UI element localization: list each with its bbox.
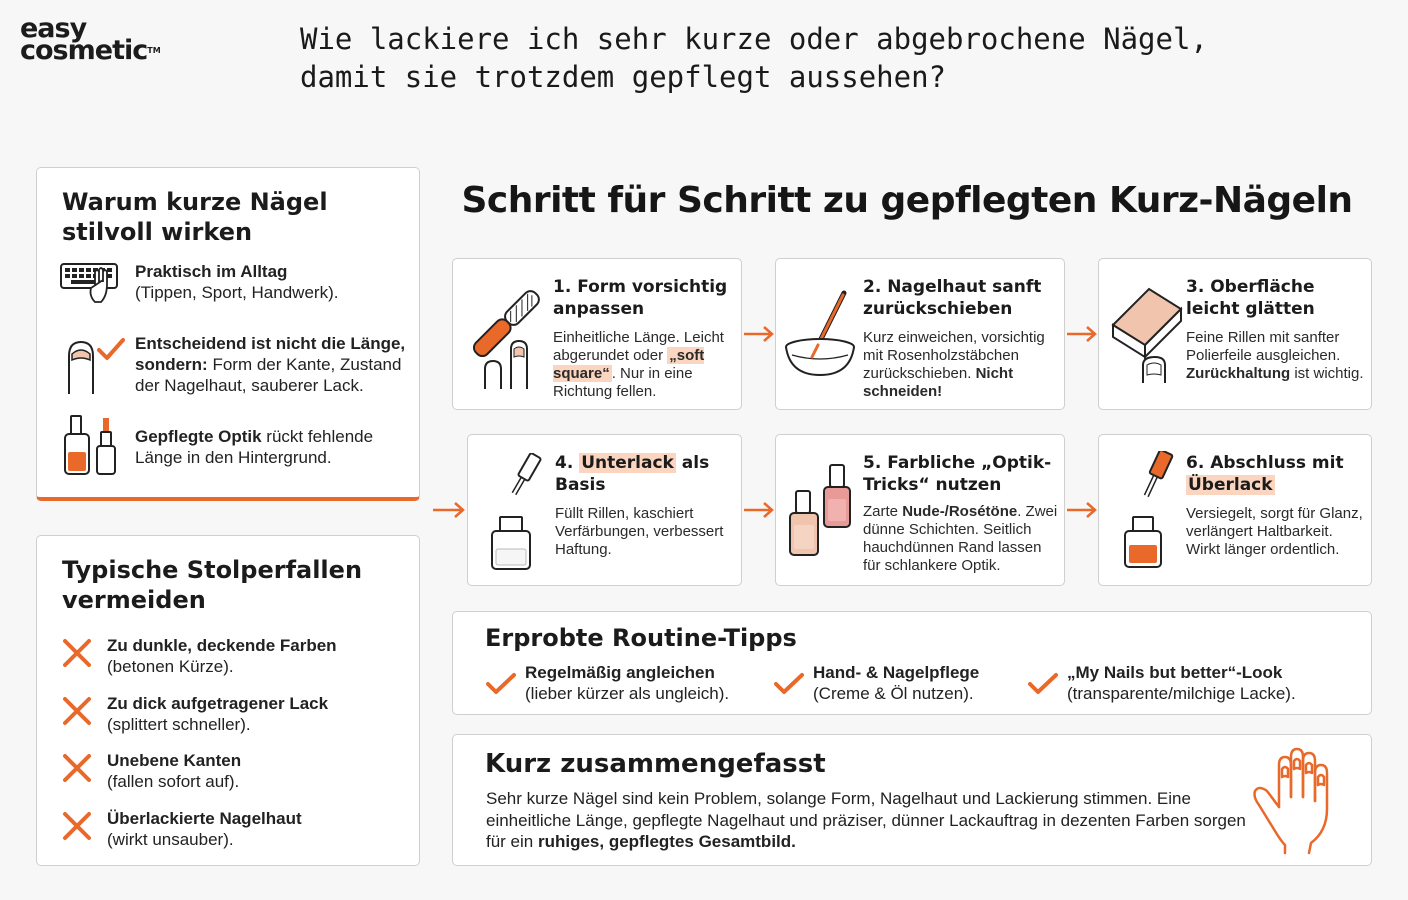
polish-bottle-icon [61,414,127,476]
nail-file-icon [463,285,547,391]
summary-title: Kurz zusammengefasst [485,749,826,779]
pitfalls-title: Typische Stolperfallen vermeiden [62,556,363,614]
brand-logo [20,13,161,66]
keyboard-hand-icon [59,256,123,308]
summary-card [452,734,1372,866]
cross-icon [61,810,93,842]
page-question: Wie lackiere ich sehr kurze oder abgebrochene Nägel, damit sie trotzdem gepflegt aussehen? [300,22,1208,94]
arrow-right-icon [1066,501,1098,519]
step-1-title: 1. Form vorsichtig anpassen [553,277,728,319]
top-coat-icon [1119,451,1181,571]
check-icon [1027,672,1059,696]
step-3-title: 3. Oberfläche leicht glätten [1186,277,1315,319]
step-4-desc: Füllt Rillen, kaschiert Verfärbungen, verbessert Haftung. [555,505,724,558]
arrow-right-icon [743,501,775,519]
steps-title: Schritt für Schritt zu gepflegten Kurz-Nägeln [461,180,1353,221]
step-5-title: 5. Farbliche „Optik-Tricks“ nutzen [863,453,1052,495]
why-title: Warum kurze Nägel stilvoll wirken [62,188,328,246]
step-6-card [1098,434,1372,586]
check-icon [773,672,805,696]
step-2-card [775,258,1065,410]
brand-line2: cosmetic [20,35,148,66]
step-6-title: 6. Abschluss mit Überlack [1186,453,1344,495]
arrow-right-icon [432,501,466,519]
buffer-block-icon [1109,285,1185,385]
soaking-bowl-icon [782,289,862,379]
hand-icon [1249,747,1341,855]
summary-text: Sehr kurze Nägel sind kein Problem, solange Form, Nagelhaut und Lackierung stimmen. Eine einheitliche Länge, gepflegte Nagelhaut und präziser, dünner Lackauftrag in dezenten Farben sorgen für ein ruhiges, gepflegtes Gesamtbild. [486,789,1246,851]
why-item-3: Gepflegte Optik rückt fehlende Länge in den Hintergrund. [135,427,374,467]
arrow-right-icon [1066,325,1098,343]
arrow-right-icon [743,325,775,343]
step-2-desc: Kurz einweichen, vorsichtig mit Rosenholzstäbchen zurückschieben. Nicht schneiden! [863,329,1045,400]
cross-icon [61,637,93,669]
step-3-desc: Feine Rillen mit sanfter Polierfeile ausgleichen. Zurückhaltung ist wichtig. [1186,329,1364,382]
step-2-title: 2. Nagelhaut sanft zurückschieben [863,277,1042,319]
why-item-2: Entscheidend ist nicht die Länge, sondern: Form der Kante, Zustand der Nagelhaut, sauberer Lack. [135,334,406,395]
check-icon [485,672,517,696]
base-coat-icon [486,453,552,571]
cross-icon [61,752,93,784]
cross-icon [61,695,93,727]
step-1-desc: Einheitliche Länge. Leicht abgerundet oder „soft square“ . Nur in eine Richtung fellen. [553,329,724,400]
why-item-1: Praktisch im Alltag (Tippen, Sport, Handwerk). [135,262,339,302]
tips-title: Erprobte Routine-Tipps [485,624,797,652]
step-5-card [775,434,1065,586]
short-nail-check-icon [61,330,127,396]
step-1-card [452,258,742,410]
step-4-title: 4. Unterlack als Basis [555,453,710,495]
step-4-card [467,434,742,586]
brand-line1: easy [20,13,87,44]
step-5-desc: Zarte Nude-/Rosétöne. Zwei dünne Schichten. Seitlich hauchdünnen Rand lassen für schlankere Optik. [863,503,1058,574]
routine-tips-card: Erprobte Routine-Tipps Regelmäßig angleichen (lieber kürzer als ungleich). Hand- & Nagelpflege (Creme & Öl nutzen). „My Nails but better“-Look (transparente/milchige Lacke). [452,611,1372,715]
nude-polish-icon [786,463,858,559]
pitfalls-card: Typische Stolperfallen vermeiden Zu dunkle, deckende Farben (betonen Kürze). Zu dick aufgetragener Lack (splittert schneller). Unebene Kanten (fallen sofort auf). Überlackierte Nagelhaut (wirkt unsauber). [36,535,420,866]
why-short-nails-card [36,167,420,501]
brand-tm: TM [147,46,161,55]
step-6-desc: Versiegelt, sorgt für Glanz, verlängert Haltbarkeit. Wirkt länger ordentlich. [1186,505,1363,558]
step-3-card [1098,258,1372,410]
